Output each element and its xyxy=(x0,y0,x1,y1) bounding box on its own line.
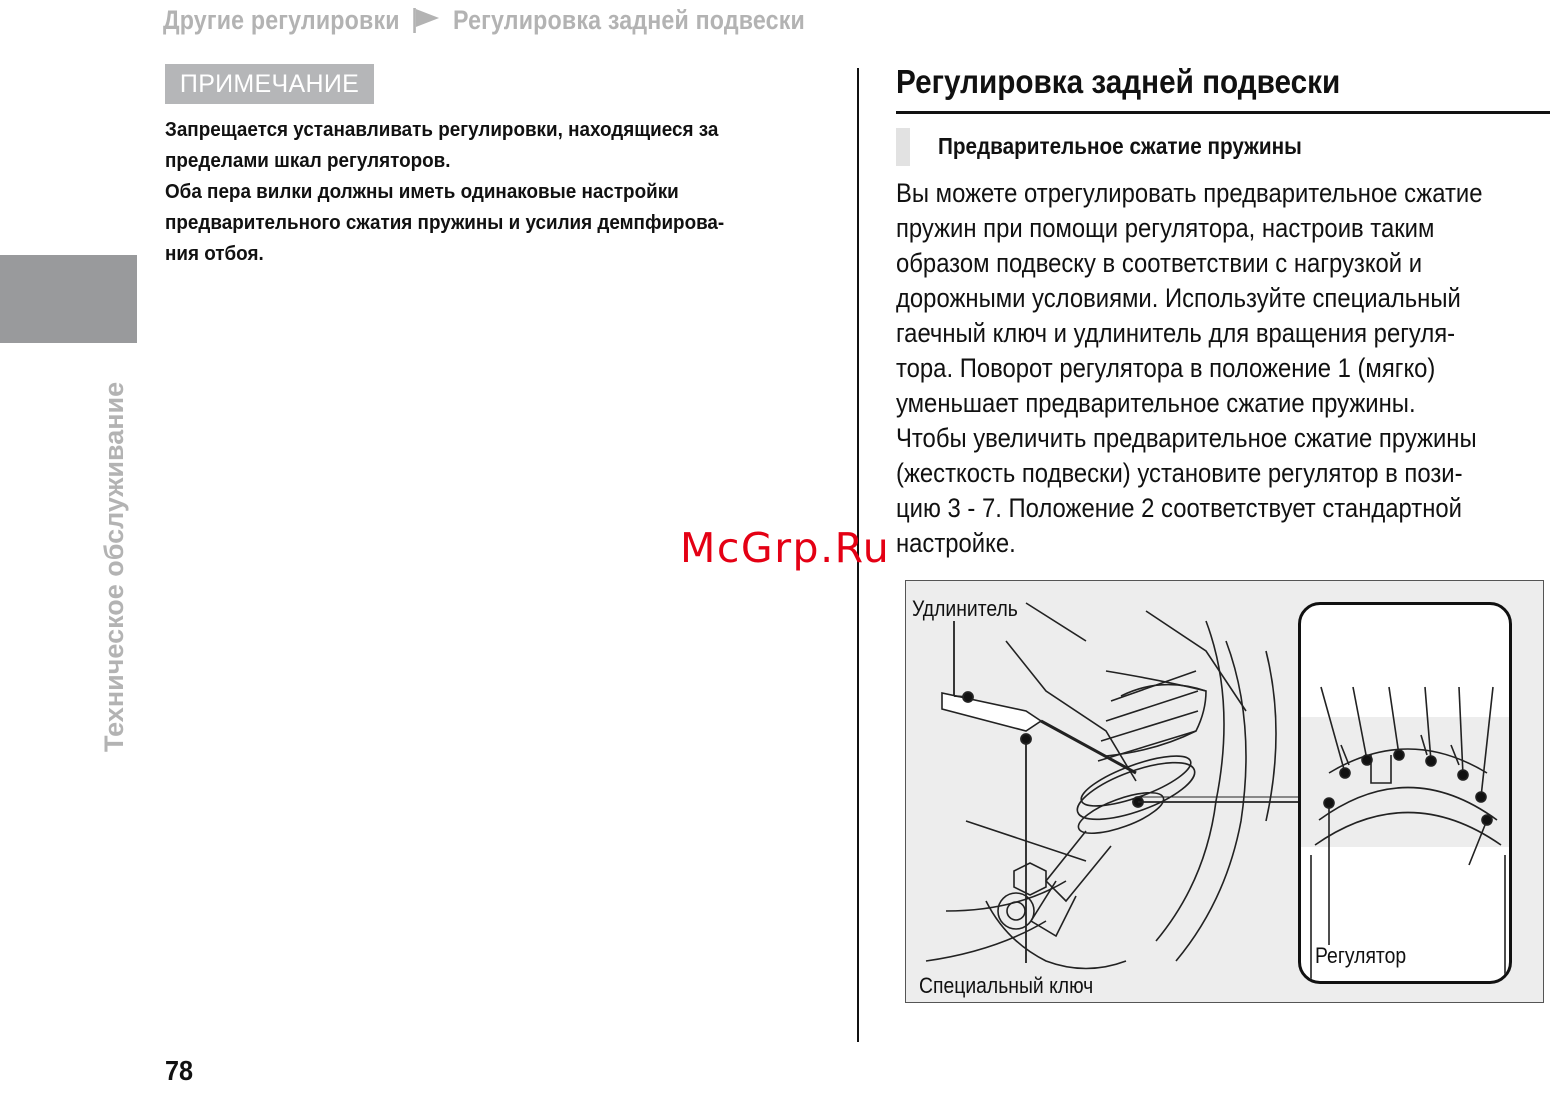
note-text xyxy=(165,114,800,269)
suspension-illustration xyxy=(905,580,1544,1003)
side-tab-marker xyxy=(0,255,137,343)
body-text xyxy=(896,176,1544,561)
body-line: Чтобы увеличить предварительное сжатие пружины xyxy=(896,423,1477,453)
body-line: образом подвеску в соответствии с нагрузкой и xyxy=(896,248,1423,278)
flag-icon xyxy=(412,6,441,34)
breadcrumb-parent: Другие регулировки xyxy=(163,4,400,35)
adjuster-drawing xyxy=(1301,605,1512,984)
body-line: уменьшает предварительное сжатие пружины. xyxy=(896,388,1416,418)
body-line: настройке. xyxy=(896,528,1016,558)
section-title: Регулировка задней подвески xyxy=(896,63,1341,100)
note-line: ния отбоя. xyxy=(165,242,264,265)
label-extension: Удлинитель xyxy=(912,596,1018,621)
label-special-key: Специальный ключ xyxy=(919,973,1094,998)
subsection-marker xyxy=(896,128,910,166)
watermark: McGrp.Ru xyxy=(680,524,891,572)
note-line: пределами шкал регуляторов. xyxy=(165,149,451,172)
note-line: Запрещается устанавливать регулировки, находящиеся за xyxy=(165,118,719,141)
side-tab-label: Техническое обслуживание xyxy=(98,381,129,752)
body-line: цию 3 - 7. Положение 2 соответствует стандартной xyxy=(896,493,1462,523)
body-line: Вы можете отрегулировать предварительное сжатие xyxy=(896,178,1483,208)
breadcrumb xyxy=(163,0,805,40)
body-line: дорожными условиями. Используйте специальный xyxy=(896,283,1461,313)
note-line: Оба пера вилки должны иметь одинаковые настройки xyxy=(165,180,679,203)
subsection-title: Предварительное сжатие пружины xyxy=(938,132,1302,159)
note-line: предварительного сжатия пружины и усилия демпфирова- xyxy=(165,211,725,234)
page-number: 78 xyxy=(165,1055,194,1086)
breadcrumb-current: Регулировка задней подвески xyxy=(453,4,805,35)
note-badge: ПРИМЕЧАНИЕ xyxy=(165,64,374,104)
body-line: пружин при помощи регулятора, настроив таким xyxy=(896,213,1435,243)
adjuster-zoom-inset xyxy=(1298,602,1512,984)
section-title-rule xyxy=(896,111,1550,114)
body-line: гаечный ключ и удлинитель для вращения регуля- xyxy=(896,318,1456,348)
label-adjuster: Регулятор xyxy=(1315,943,1407,968)
body-line: тора. Поворот регулятора в положение 1 (мягко) xyxy=(896,353,1436,383)
body-line: (жесткость подвески) установите регулятор в пози- xyxy=(896,458,1463,488)
